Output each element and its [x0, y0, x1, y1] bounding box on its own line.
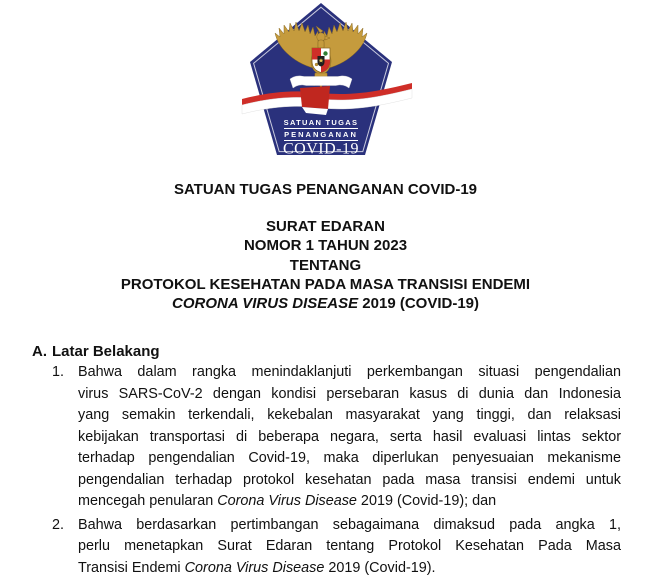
- doc-subject-line2: CORONA VIRUS DISEASE 2019 (COVID-19): [171, 295, 480, 313]
- logo-org-line1: SATUAN TUGAS: [283, 118, 359, 127]
- section-title: Latar Belakang: [52, 343, 160, 360]
- doc-type-line: SURAT EDARAN: [266, 218, 385, 235]
- list-item-number: 2.: [52, 516, 65, 533]
- list-item: [52, 515, 627, 580]
- agency-title: SATUAN TUGAS PENANGANAN COVID-19: [173, 181, 478, 198]
- section-label: A.: [32, 343, 47, 360]
- list-item: [52, 362, 627, 513]
- list-item-text: Bahwa dalam rangka menindaklanjuti perkembangan situasi pengendalian virus SARS-CoV-2 dengan kondisi persebaran kasus di dunia dan Indonesia yang semakin terkendali, kekebalan masyarakat yang tinggi, dan relaksasi kebijakan transportasi di beberapa negara, serta hasil evaluasi lintas sektor terhadap pengendalian Covid-19, maka diperlukan penyesuaian mekanisme pengendalian terhadap protokol kesehatan pada masa transisi endemi untuk mencegah penularan Corona Virus Disease 2019 (Covid-19); dan: [78, 364, 621, 509]
- covid-task-force-logo: [236, 1, 406, 161]
- list-item-text: Bahwa berdasarkan pertimbangan sebagaimana dimaksud pada angka 1, perlu menetapkan Surat Edaran tentang Protokol Kesehatan Pada Masa Transisi Endemi Corona Virus Disease 2019 (Covid-19).: [78, 516, 621, 576]
- doc-subject-line: PROTOKOL KESEHATAN PADA MASA TRANSISI ENDEMI: [120, 275, 531, 293]
- logo-covid-label: COVID-19: [283, 140, 359, 158]
- doc-about-line: TENTANG: [289, 256, 362, 274]
- document-heading: [0, 217, 651, 313]
- numbered-list: [52, 362, 627, 579]
- logo-org-line2: PENANGANAN: [284, 130, 358, 139]
- doc-number-line: NOMOR 1 TAHUN 2023: [243, 237, 408, 255]
- logo-graphic: [236, 1, 406, 161]
- list-item-number: 1.: [52, 364, 65, 380]
- section-heading: [32, 342, 160, 361]
